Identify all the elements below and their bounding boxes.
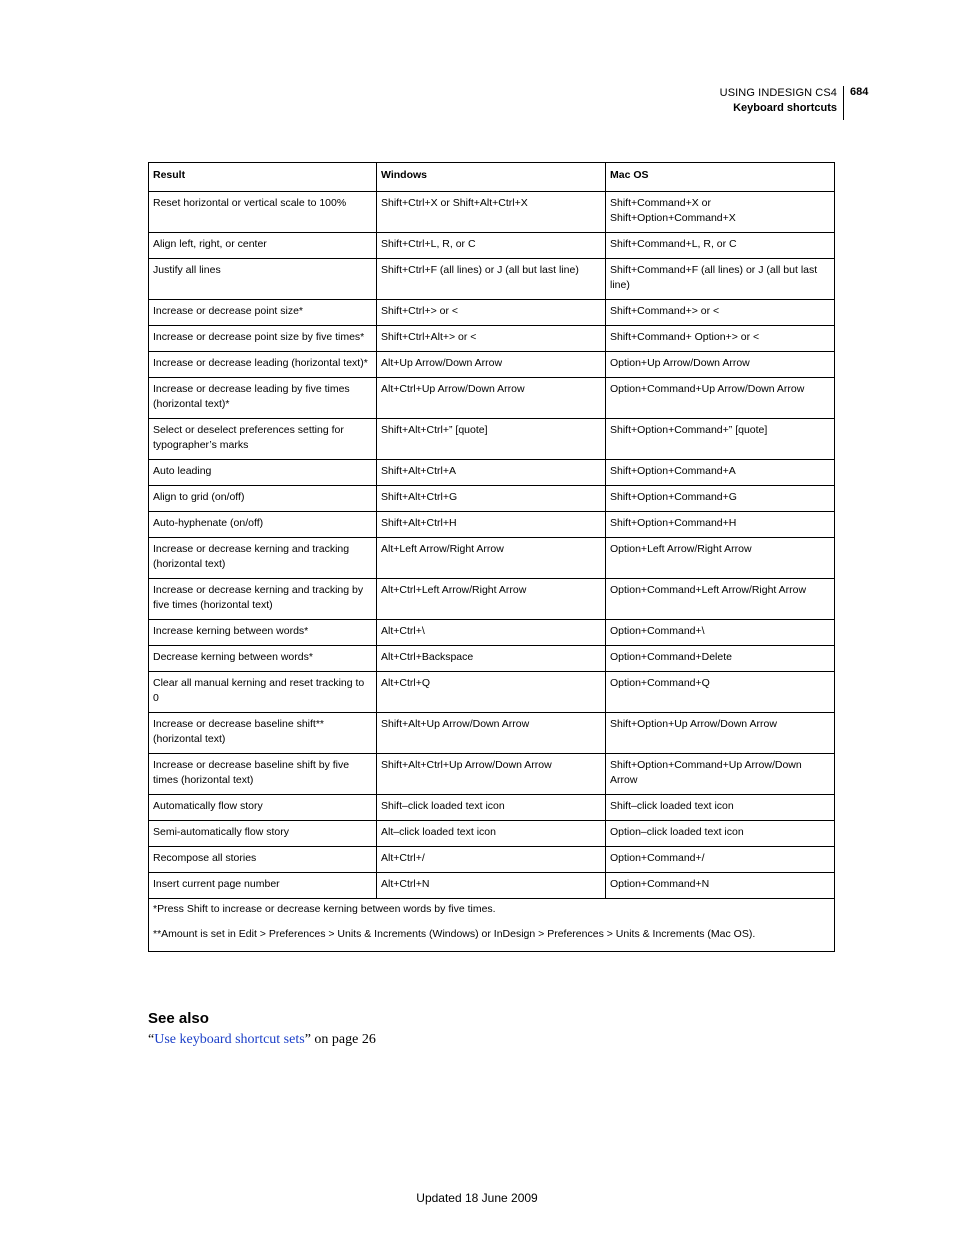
table-row bbox=[149, 300, 835, 326]
page-number: 684 bbox=[850, 86, 869, 98]
table-body bbox=[149, 192, 835, 899]
windows-cell: Alt+Ctrl+Up Arrow/Down Arrow bbox=[377, 378, 606, 419]
table-row bbox=[149, 646, 835, 672]
table-row bbox=[149, 512, 835, 538]
macos-cell: Option+Command+Delete bbox=[606, 646, 835, 672]
table-row bbox=[149, 672, 835, 713]
result-cell: Increase or decrease baseline shift by five times (horizontal text) bbox=[149, 754, 377, 795]
table-row bbox=[149, 538, 835, 579]
table-row bbox=[149, 713, 835, 754]
macos-cell: Option+Command+/ bbox=[606, 847, 835, 873]
macos-cell: Shift+Option+Command+” [quote] bbox=[606, 419, 835, 460]
result-cell: Align to grid (on/off) bbox=[149, 486, 377, 512]
table-row bbox=[149, 873, 835, 899]
macos-cell: Shift+Command+F (all lines) or J (all but last line) bbox=[606, 259, 835, 300]
result-cell: Auto-hyphenate (on/off) bbox=[149, 512, 377, 538]
keyboard-shortcut-sets-link[interactable]: Use keyboard shortcut sets bbox=[154, 1032, 305, 1047]
macos-cell: Shift+Option+Command+A bbox=[606, 460, 835, 486]
windows-cell: Shift+Ctrl+> or < bbox=[377, 300, 606, 326]
result-cell: Reset horizontal or vertical scale to 100% bbox=[149, 192, 377, 233]
windows-cell: Shift+Ctrl+Alt+> or < bbox=[377, 326, 606, 352]
table-row bbox=[149, 821, 835, 847]
windows-cell: Shift+Alt+Up Arrow/Down Arrow bbox=[377, 713, 606, 754]
result-cell: Decrease kerning between words* bbox=[149, 646, 377, 672]
table-header-row bbox=[149, 163, 835, 192]
result-cell: Recompose all stories bbox=[149, 847, 377, 873]
macos-cell: Shift+Command+ Option+> or < bbox=[606, 326, 835, 352]
section-title: Keyboard shortcuts bbox=[733, 102, 837, 114]
macos-cell: Option+Command+Up Arrow/Down Arrow bbox=[606, 378, 835, 419]
see-also-reference bbox=[148, 1032, 376, 1048]
result-cell: Increase kerning between words* bbox=[149, 620, 377, 646]
table-row bbox=[149, 259, 835, 300]
macos-cell: Shift+Option+Command+Up Arrow/Down Arrow bbox=[606, 754, 835, 795]
table-row bbox=[149, 579, 835, 620]
table-row bbox=[149, 620, 835, 646]
result-cell: Semi-automatically flow story bbox=[149, 821, 377, 847]
table-row bbox=[149, 486, 835, 512]
result-cell: Justify all lines bbox=[149, 259, 377, 300]
macos-cell: Shift+Option+Up Arrow/Down Arrow bbox=[606, 713, 835, 754]
macos-cell: Shift+Command+L, R, or C bbox=[606, 233, 835, 259]
windows-cell: Alt+Up Arrow/Down Arrow bbox=[377, 352, 606, 378]
footer-updated: Updated 18 June 2009 bbox=[416, 1191, 538, 1205]
macos-cell: Shift+Option+Command+G bbox=[606, 486, 835, 512]
result-cell: Increase or decrease leading by five times (horizontal text)* bbox=[149, 378, 377, 419]
table-row bbox=[149, 326, 835, 352]
windows-cell: Alt+Ctrl+\ bbox=[377, 620, 606, 646]
macos-cell: Option+Command+Q bbox=[606, 672, 835, 713]
result-cell: Select or deselect preferences setting for typographer’s marks bbox=[149, 419, 377, 460]
windows-cell: Alt+Ctrl+Backspace bbox=[377, 646, 606, 672]
table-row bbox=[149, 192, 835, 233]
windows-cell: Shift–click loaded text icon bbox=[377, 795, 606, 821]
result-cell: Increase or decrease kerning and tracking (horizontal text) bbox=[149, 538, 377, 579]
windows-cell: Alt+Ctrl+N bbox=[377, 873, 606, 899]
macos-cell: Shift+Option+Command+H bbox=[606, 512, 835, 538]
windows-cell: Alt–click loaded text icon bbox=[377, 821, 606, 847]
table-row bbox=[149, 847, 835, 873]
macos-cell: Option+Command+\ bbox=[606, 620, 835, 646]
windows-cell: Shift+Alt+Ctrl+A bbox=[377, 460, 606, 486]
windows-cell: Shift+Ctrl+L, R, or C bbox=[377, 233, 606, 259]
macos-cell: Option–click loaded text icon bbox=[606, 821, 835, 847]
result-cell: Clear all manual kerning and reset tracking to 0 bbox=[149, 672, 377, 713]
column-header-result: Result bbox=[149, 163, 377, 192]
table-note: **Amount is set in Edit > Preferences > Units & Increments (Windows) or InDesign > Preferences > Units & Increments (Mac OS). bbox=[153, 928, 756, 940]
shortcuts-table bbox=[148, 162, 835, 952]
macos-cell: Shift+Command+X or Shift+Option+Command+X bbox=[606, 192, 835, 233]
result-cell: Increase or decrease point size* bbox=[149, 300, 377, 326]
result-cell: Insert current page number bbox=[149, 873, 377, 899]
open-quote: “ bbox=[148, 1032, 155, 1047]
windows-cell: Shift+Ctrl+X or Shift+Alt+Ctrl+X bbox=[377, 192, 606, 233]
column-header-macos: Mac OS bbox=[606, 163, 835, 192]
macos-cell: Option+Up Arrow/Down Arrow bbox=[606, 352, 835, 378]
windows-cell: Shift+Alt+Ctrl+G bbox=[377, 486, 606, 512]
windows-cell: Alt+Left Arrow/Right Arrow bbox=[377, 538, 606, 579]
macos-cell: Shift+Command+> or < bbox=[606, 300, 835, 326]
table-row bbox=[149, 419, 835, 460]
page-reference: ” on page 26 bbox=[304, 1032, 376, 1047]
result-cell: Increase or decrease baseline shift** (horizontal text) bbox=[149, 713, 377, 754]
windows-cell: Shift+Alt+Ctrl+Up Arrow/Down Arrow bbox=[377, 754, 606, 795]
see-also-heading: See also bbox=[148, 1010, 209, 1027]
document-title: USING INDESIGN CS4 bbox=[719, 87, 837, 99]
table-row bbox=[149, 754, 835, 795]
table-notes-row bbox=[149, 899, 835, 952]
windows-cell: Alt+Ctrl+/ bbox=[377, 847, 606, 873]
windows-cell: Alt+Ctrl+Q bbox=[377, 672, 606, 713]
table-notes bbox=[149, 899, 835, 952]
table-row bbox=[149, 460, 835, 486]
table-row bbox=[149, 233, 835, 259]
macos-cell: Option+Command+N bbox=[606, 873, 835, 899]
column-header-windows: Windows bbox=[377, 163, 606, 192]
windows-cell: Shift+Alt+Ctrl+H bbox=[377, 512, 606, 538]
result-cell: Increase or decrease leading (horizontal text)* bbox=[149, 352, 377, 378]
table-note: *Press Shift to increase or decrease kerning between words by five times. bbox=[153, 903, 496, 915]
windows-cell: Alt+Ctrl+Left Arrow/Right Arrow bbox=[377, 579, 606, 620]
running-header bbox=[720, 86, 844, 120]
macos-cell: Shift–click loaded text icon bbox=[606, 795, 835, 821]
result-cell: Auto leading bbox=[149, 460, 377, 486]
macos-cell: Option+Command+Left Arrow/Right Arrow bbox=[606, 579, 835, 620]
windows-cell: Shift+Ctrl+F (all lines) or J (all but last line) bbox=[377, 259, 606, 300]
table-row bbox=[149, 378, 835, 419]
windows-cell: Shift+Alt+Ctrl+” [quote] bbox=[377, 419, 606, 460]
result-cell: Automatically flow story bbox=[149, 795, 377, 821]
result-cell: Increase or decrease kerning and tracking by five times (horizontal text) bbox=[149, 579, 377, 620]
result-cell: Align left, right, or center bbox=[149, 233, 377, 259]
result-cell: Increase or decrease point size by five times* bbox=[149, 326, 377, 352]
table-row bbox=[149, 795, 835, 821]
macos-cell: Option+Left Arrow/Right Arrow bbox=[606, 538, 835, 579]
table-row bbox=[149, 352, 835, 378]
